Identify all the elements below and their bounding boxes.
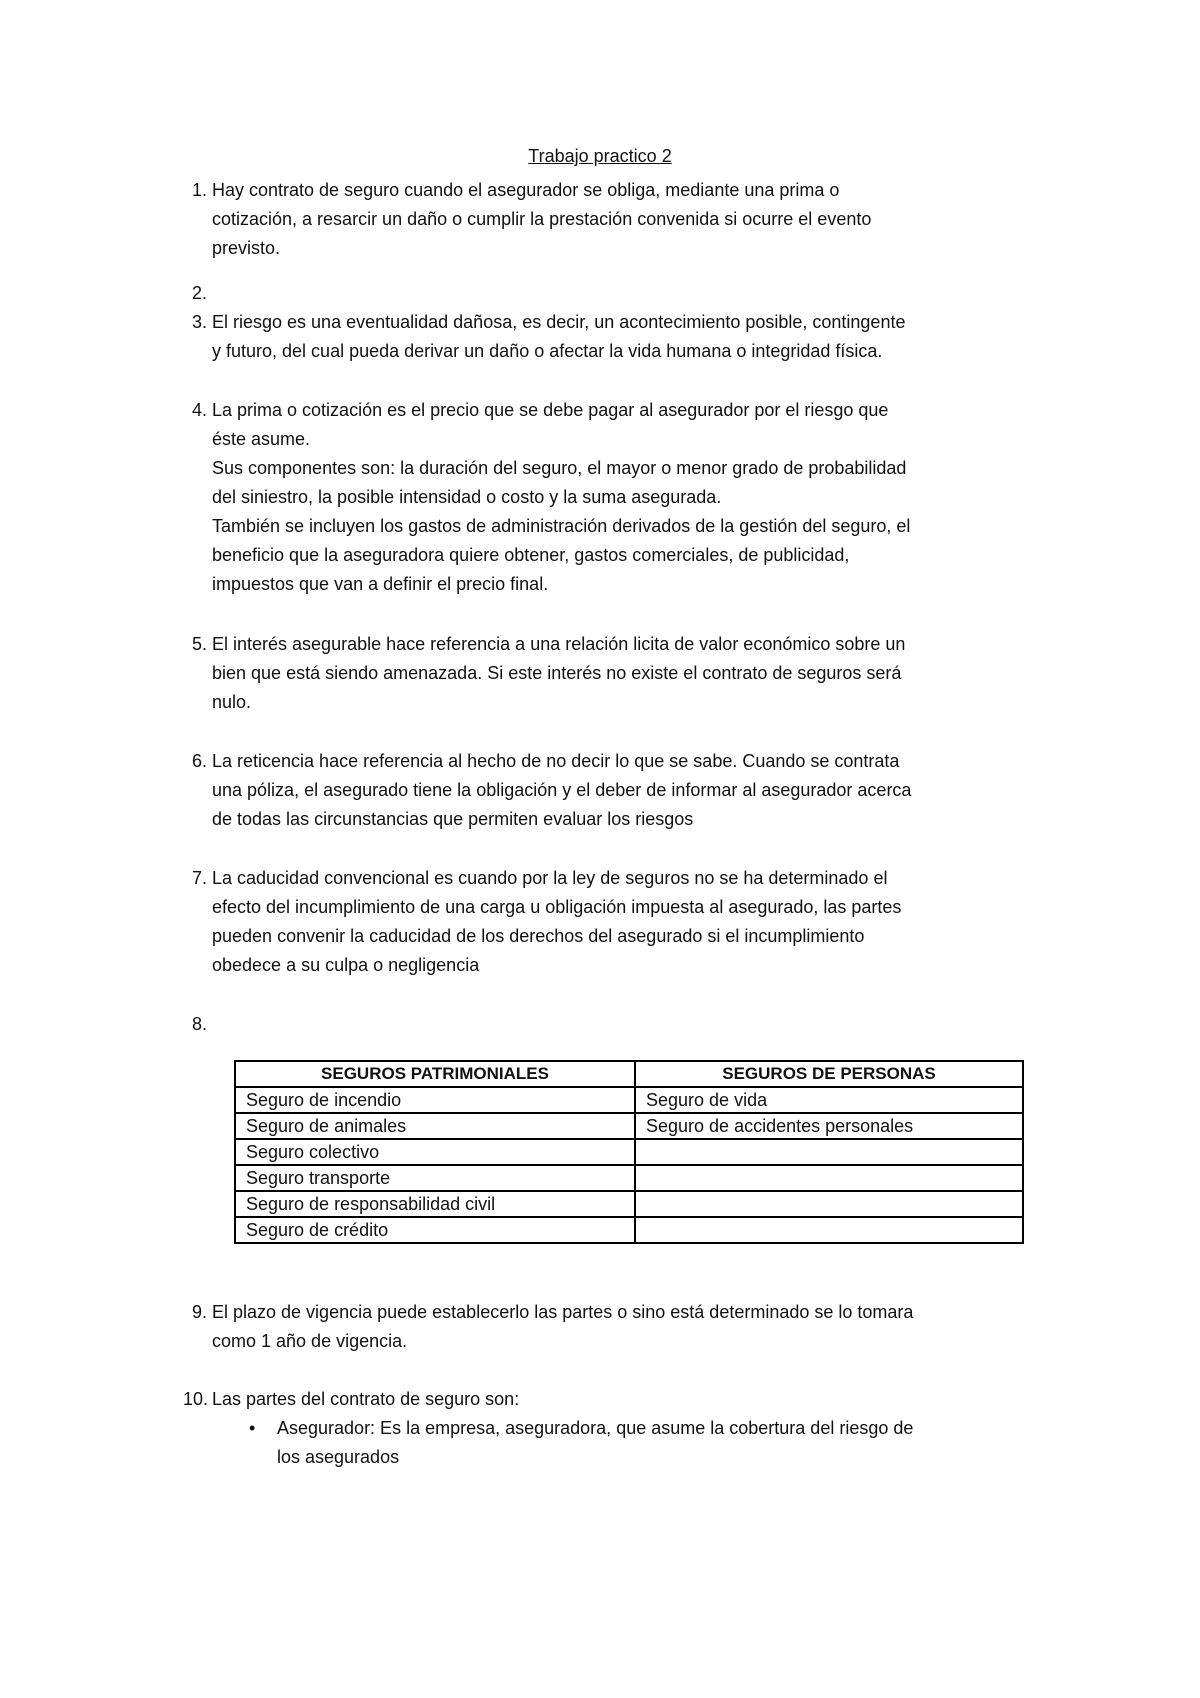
bullet-line: Asegurador: Es la empresa, aseguradora, que asume la cobertura del riesgo de bbox=[277, 1418, 914, 1438]
item-line: una póliza, el asegurado tiene la obligación y el deber de informar al asegurador acerca bbox=[212, 780, 912, 800]
header-patrimoniales: SEGUROS PATRIMONIALES bbox=[235, 1061, 635, 1087]
item-number: 6. bbox=[191, 751, 207, 771]
table-cell bbox=[635, 1191, 1023, 1217]
bullet-item-asegurador bbox=[249, 1414, 1037, 1472]
item-line: previsto. bbox=[212, 238, 281, 258]
table-row bbox=[235, 1087, 1023, 1113]
list-item-10 bbox=[183, 1385, 1052, 1414]
table-row bbox=[235, 1165, 1023, 1191]
table-row bbox=[235, 1113, 1023, 1139]
item-number: 10. bbox=[183, 1389, 209, 1409]
table-row bbox=[235, 1139, 1023, 1165]
item-line: efecto del incumplimiento de una carga u obligación impuesta al asegurado, las partes bbox=[212, 897, 902, 917]
item-line: beneficio que la aseguradora quiere obtener, gastos comerciales, de publicidad, bbox=[212, 545, 850, 565]
item-line: Sus componentes son: la duración del seguro, el mayor o menor grado de probabilidad bbox=[212, 458, 907, 478]
item-number: 5. bbox=[191, 634, 207, 654]
item-number: 3. bbox=[191, 312, 207, 332]
document-title: Trabajo practico 2 bbox=[528, 146, 672, 166]
item-line: pueden convenir la caducidad de los derechos del asegurado si el incumplimiento bbox=[212, 926, 865, 946]
list-item-4 bbox=[191, 396, 1052, 599]
list-item-7 bbox=[191, 864, 1052, 980]
item-line: del siniestro, la posible intensidad o costo y la suma asegurada. bbox=[212, 487, 722, 507]
item-line: La prima o cotización es el precio que se debe pagar al asegurador por el riesgo que bbox=[212, 400, 889, 420]
item-line: La caducidad convencional es cuando por la ley de seguros no se ha determinado el bbox=[212, 868, 888, 888]
item-line: obedece a su culpa o negligencia bbox=[212, 955, 480, 975]
item-line: El plazo de vigencia puede establecerlo las partes o sino está determinado se lo tomara bbox=[212, 1302, 914, 1322]
bullet-dot-icon: • bbox=[249, 1418, 256, 1438]
item-line: Las partes del contrato de seguro son: bbox=[212, 1389, 520, 1409]
list-item-1 bbox=[191, 176, 1052, 263]
table-row bbox=[235, 1217, 1023, 1243]
item-line: El interés asegurable hace referencia a una relación licita de valor económico sobre un bbox=[212, 634, 906, 654]
list-item-5 bbox=[191, 630, 1052, 717]
item-line: nulo. bbox=[212, 692, 252, 712]
table-cell: Seguro de crédito bbox=[235, 1217, 635, 1243]
item-line: El riesgo es una eventualidad dañosa, es decir, un acontecimiento posible, contingente bbox=[212, 312, 906, 332]
table-cell: Seguro de incendio bbox=[235, 1087, 635, 1113]
table-cell: Seguro de vida bbox=[635, 1087, 1023, 1113]
table-cell: Seguro de animales bbox=[235, 1113, 635, 1139]
table-cell bbox=[635, 1139, 1023, 1165]
insurance-types-table bbox=[234, 1060, 1024, 1244]
item-number: 7. bbox=[191, 868, 207, 888]
bullet-line: los asegurados bbox=[277, 1447, 400, 1467]
table-cell: Seguro de responsabilidad civil bbox=[235, 1191, 635, 1217]
item-line: La reticencia hace referencia al hecho de no decir lo que se sabe. Cuando se contrata bbox=[212, 751, 900, 771]
list-item-6 bbox=[191, 747, 1052, 834]
item-line: impuestos que van a definir el precio final. bbox=[212, 574, 549, 594]
item-number: 2. bbox=[191, 283, 207, 303]
item-number: 4. bbox=[191, 400, 207, 420]
header-personas: SEGUROS DE PERSONAS bbox=[635, 1061, 1023, 1087]
table-cell: Seguro de accidentes personales bbox=[635, 1113, 1023, 1139]
list-item-9 bbox=[191, 1298, 1052, 1356]
table-cell: Seguro transporte bbox=[235, 1165, 635, 1191]
item-line: Hay contrato de seguro cuando el asegurador se obliga, mediante una prima o bbox=[212, 180, 840, 200]
item-number: 8. bbox=[191, 1014, 207, 1034]
item-line: bien que está siendo amenazada. Si este interés no existe el contrato de seguros será bbox=[212, 663, 902, 683]
item-line: éste asume. bbox=[212, 429, 311, 449]
item-number: 9. bbox=[191, 1302, 207, 1322]
table-header-row bbox=[235, 1061, 1023, 1087]
list-item-3 bbox=[191, 308, 1052, 366]
table-cell bbox=[635, 1165, 1023, 1191]
item-line: cotización, a resarcir un daño o cumplir la prestación convenida si ocurre el evento bbox=[212, 209, 872, 229]
item-number: 1. bbox=[191, 180, 207, 200]
item-line: También se incluyen los gastos de administración derivados de la gestión del seguro, el bbox=[212, 516, 911, 536]
item-line: como 1 año de vigencia. bbox=[212, 1331, 408, 1351]
item-line: y futuro, del cual pueda derivar un daño o afectar la vida humana o integridad física. bbox=[212, 341, 883, 361]
table-cell bbox=[635, 1217, 1023, 1243]
item-line: de todas las circunstancias que permiten evaluar los riesgos bbox=[212, 809, 694, 829]
table-cell: Seguro colectivo bbox=[235, 1139, 635, 1165]
table-row bbox=[235, 1191, 1023, 1217]
